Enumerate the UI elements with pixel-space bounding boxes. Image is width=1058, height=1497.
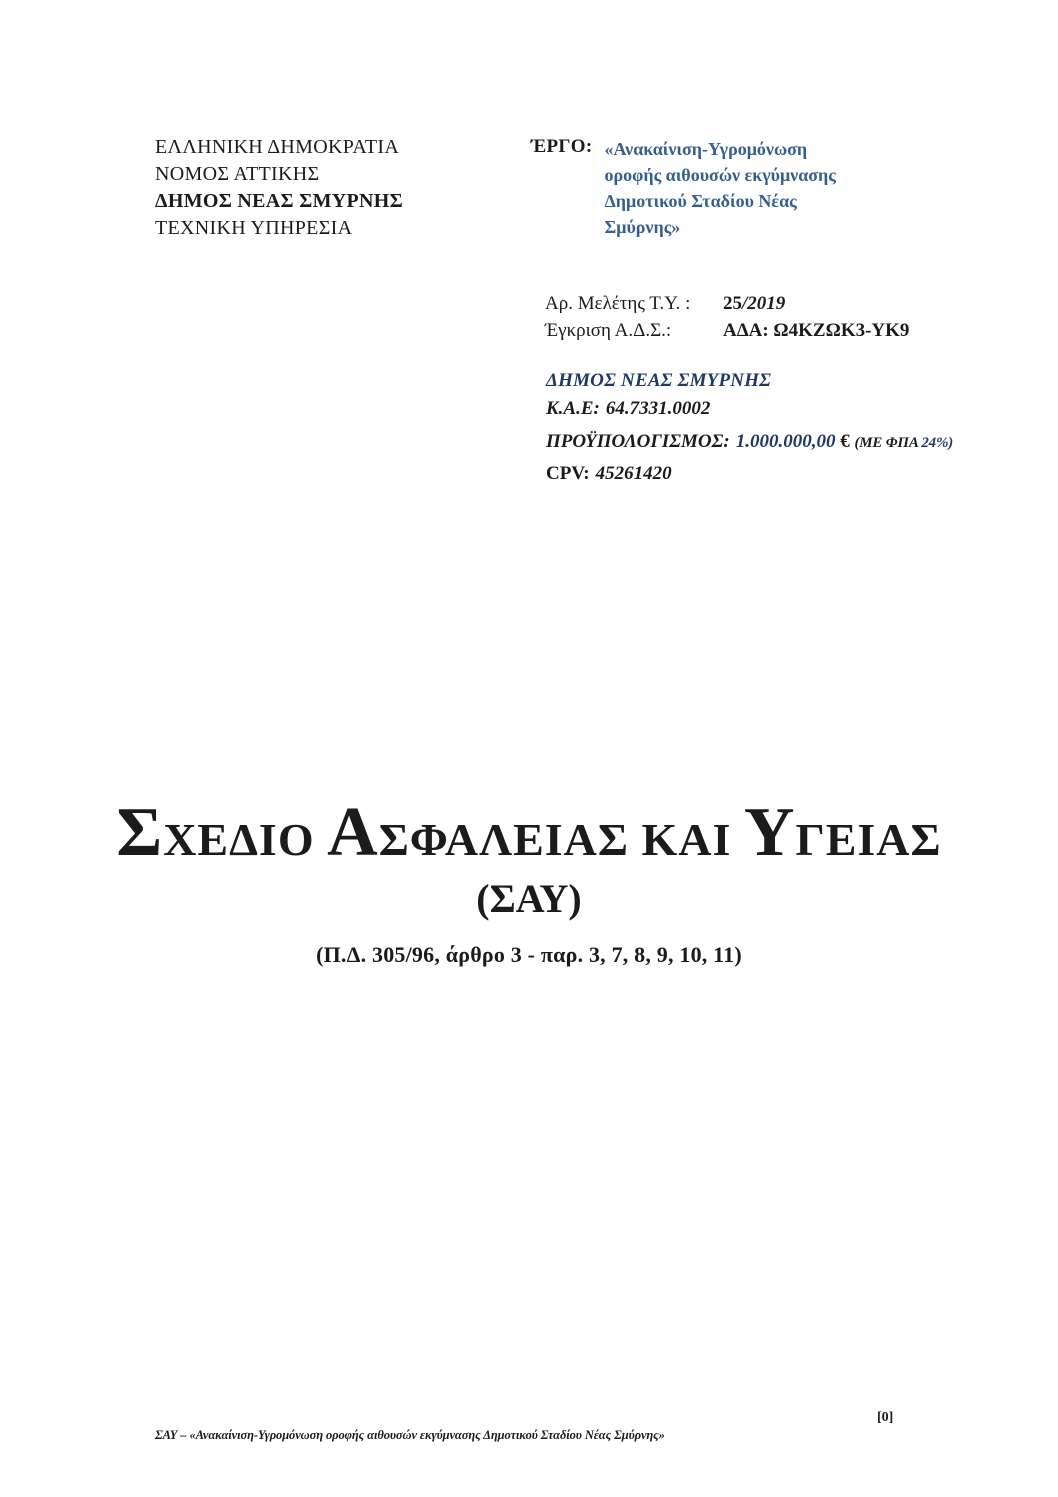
cpv-value: 45261420: [595, 463, 672, 484]
title-initial-1: Σ: [116, 794, 164, 871]
cpv-label: CPV:: [546, 463, 590, 484]
document-title: [0, 793, 1058, 873]
currency-symbol: €: [840, 431, 850, 452]
title-segment-3: ΓΕΙΑΣ: [795, 814, 942, 865]
study-number-row: [545, 290, 909, 317]
approval-row: [545, 317, 909, 344]
title-initial-2: Α: [327, 794, 379, 871]
page-number: [0]: [877, 1410, 894, 1425]
project-label: ΈΡΓΟ:: [531, 136, 593, 157]
authority-country: ΕΛΛΗΝΙΚΗ ΔΗΜΟΚΡΑΤΙΑ: [155, 136, 400, 158]
legal-reference: (Π.Δ. 305/96, άρθρο 3 - παρ. 3, 7, 8, 9, 10, 11): [316, 942, 742, 967]
vat-value: 24%): [921, 435, 954, 451]
title-block: [0, 793, 1058, 968]
kae-label: Κ.Α.Ε:: [546, 398, 600, 419]
project-block: [531, 136, 871, 240]
authority-prefecture: ΝΟΜΟΣ ΑΤΤΙΚΗΣ: [155, 163, 320, 185]
funding-block: [546, 368, 953, 487]
cpv-line: [546, 461, 953, 487]
vat-note: [854, 435, 953, 451]
study-number-main: 25: [723, 293, 742, 314]
title-segment-1: ΧΕΔΙΟ: [163, 814, 328, 865]
budget-value: 1.000.000,00: [735, 431, 836, 452]
study-info-block: [545, 290, 909, 344]
study-number-value: [723, 290, 785, 317]
footer-text: ΣΑΥ – «Ανακαίνιση-Υγρομόνωση οροφής αιθουσών εκγύμνασης Δημοτικού Σταδίου Νέας Σμύρνης»: [155, 1428, 665, 1442]
issuing-authority-block: [155, 134, 403, 242]
approval-value: ΑΔΑ: Ω4ΚΖΩΚ3-ΥΚ9: [723, 320, 910, 341]
title-segment-2: ΣΦΑΛΕΙΑΣ ΚΑΙ: [378, 814, 744, 865]
study-number-label: Αρ. Μελέτης Τ.Υ. :: [545, 293, 691, 314]
budget-line: [546, 429, 953, 456]
authority-department: ΤΕΧΝΙΚΗ ΥΠΗΡΕΣΙΑ: [155, 217, 353, 239]
kae-value: 64.7331.0002: [605, 398, 711, 419]
authority-municipality: ΔΗΜΟΣ ΝΕΑΣ ΣΜΥΡΝΗΣ: [155, 190, 403, 212]
kae-line: [546, 396, 953, 422]
title-initial-3: Υ: [743, 794, 796, 871]
budget-label: ΠΡΟΫΠΟΛΟΓΙΣΜΟΣ:: [546, 431, 730, 452]
funding-municipality: ΔΗΜΟΣ ΝΕΑΣ ΣΜΥΡΝΗΣ: [546, 370, 772, 391]
vat-prefix: (ΜΕ ΦΠΑ: [854, 435, 918, 451]
project-title: «Ανακαίνιση-Υγρομόνωση οροφής αιθουσών εκγύμνασης Δημοτικού Σταδίου Νέας Σμύρνης»: [604, 139, 836, 237]
document-subtitle: (ΣΑΥ): [476, 876, 582, 921]
approval-label: Έγκριση Α.Δ.Σ.:: [545, 320, 672, 341]
study-number-year: /2019: [742, 293, 786, 314]
